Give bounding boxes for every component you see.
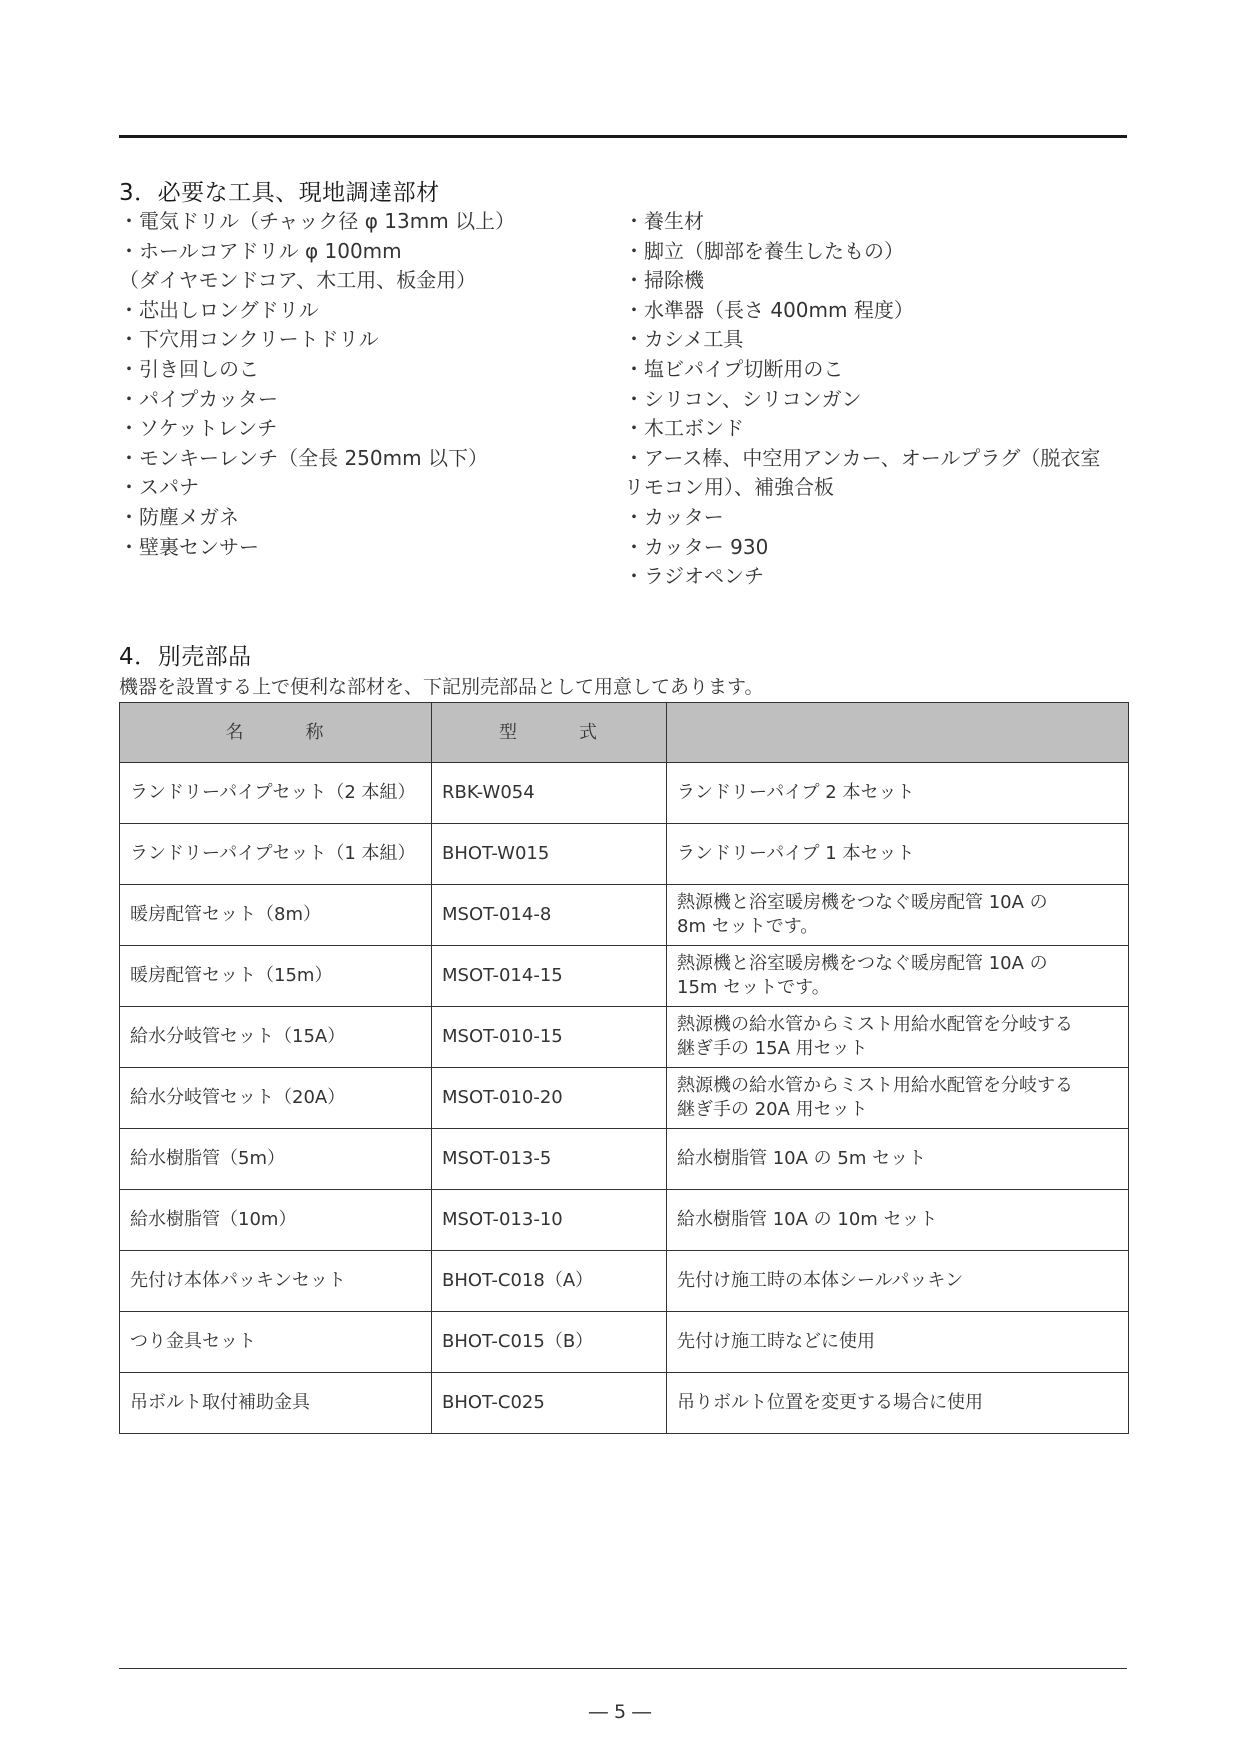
table-row <box>120 1190 1129 1251</box>
table-row <box>120 1373 1129 1434</box>
part-description <box>667 1373 1129 1434</box>
list-item: ・パイプカッター <box>119 386 278 411</box>
list-item: ・下穴用コンクリートドリル <box>119 327 379 352</box>
list-item: ・ホールコアドリル φ 100mm <box>119 238 402 263</box>
header-name: 名 称 <box>120 703 432 763</box>
description-line: 熱源機と浴室暖房機をつなぐ暖房配管 10A の <box>677 892 1048 913</box>
part-name: 暖房配管セット（8m） <box>120 885 432 946</box>
list-item: ・アース棒、中空用アンカー、オールプラグ（脱衣室 <box>624 445 1101 470</box>
description-line: 継ぎ手の 20A 用セット <box>677 1099 868 1120</box>
table-row <box>120 946 1129 1007</box>
list-item: ・養生材 <box>624 209 704 233</box>
table-row <box>120 1251 1129 1312</box>
part-description <box>667 763 1129 824</box>
list-item: ・スパナ <box>119 475 199 500</box>
part-model: MSOT-014-8 <box>432 885 667 946</box>
part-model: BHOT-C025 <box>432 1373 667 1434</box>
list-item: ・モンキーレンチ（全長 250mm 以下） <box>119 445 488 470</box>
top-rule <box>119 135 1127 138</box>
section-4-intro: 機器を設置する上で便利な部材を、下記別売部品として用意してあります。 <box>119 676 764 698</box>
part-model: RBK-W054 <box>432 763 667 824</box>
description-line: 15m セットです。 <box>677 977 830 998</box>
part-model: BHOT-W015 <box>432 824 667 885</box>
description-line: ランドリーパイプ 2 本セット <box>677 782 915 803</box>
list-item: ・芯出しロングドリル <box>119 297 319 322</box>
description-line: 吊りボルト位置を変更する場合に使用 <box>677 1392 983 1413</box>
part-description <box>667 1068 1129 1129</box>
part-model: BHOT-C018（A） <box>432 1251 667 1312</box>
description-line: ランドリーパイプ 1 本セット <box>677 843 915 864</box>
list-item: ・木工ボンド <box>624 416 744 441</box>
part-description <box>667 1129 1129 1190</box>
part-description <box>667 1312 1129 1373</box>
description-line: 8m セットです。 <box>677 916 819 937</box>
list-item: ・カシメ工具 <box>624 327 744 352</box>
part-description <box>667 946 1129 1007</box>
part-description <box>667 1251 1129 1312</box>
part-model: MSOT-014-15 <box>432 946 667 1007</box>
part-name: ランドリーパイプセット（2 本組） <box>120 763 432 824</box>
list-item: ・カッター <box>624 504 724 529</box>
list-item: ・引き回しのこ <box>119 356 259 381</box>
part-description <box>667 1007 1129 1068</box>
tools-list-left <box>119 207 589 562</box>
page-number: ― 5 ― <box>588 1701 652 1723</box>
description-line: 熱源機と浴室暖房機をつなぐ暖房配管 10A の <box>677 953 1048 974</box>
table-row <box>120 1129 1129 1190</box>
tools-list-right <box>624 207 1134 592</box>
section-4-title: 4．別売部品 <box>119 644 252 670</box>
part-name: 先付け本体パッキンセット <box>120 1251 432 1312</box>
list-item: ・水準器（長さ 400mm 程度） <box>624 297 914 322</box>
list-item: ・シリコン、シリコンガン <box>624 386 862 411</box>
list-item: ・脚立（脚部を養生したもの） <box>624 238 904 263</box>
part-description <box>667 885 1129 946</box>
part-model: MSOT-013-10 <box>432 1190 667 1251</box>
table-row <box>120 1312 1129 1373</box>
part-name: ランドリーパイプセット（1 本組） <box>120 824 432 885</box>
description-line: 先付け施工時の本体シールパッキン <box>677 1270 964 1291</box>
part-name: 給水樹脂管（5m） <box>120 1129 432 1190</box>
table-row <box>120 763 1129 824</box>
part-name: つり金具セット <box>120 1312 432 1373</box>
section-3-title: 3．必要な工具、現地調達部材 <box>119 180 440 206</box>
part-description <box>667 824 1129 885</box>
table-header-row <box>120 703 1129 763</box>
table-row <box>120 885 1129 946</box>
table-row <box>120 1068 1129 1129</box>
list-item: ・掃除機 <box>624 268 704 293</box>
part-model: MSOT-010-20 <box>432 1068 667 1129</box>
part-name: 給水樹脂管（10m） <box>120 1190 432 1251</box>
part-model: MSOT-013-5 <box>432 1129 667 1190</box>
list-item: ・塩ビパイプ切断用のこ <box>624 356 844 381</box>
list-item: ・カッター 930 <box>624 534 769 559</box>
header-description <box>667 703 1129 763</box>
header-model: 型 式 <box>432 703 667 763</box>
part-model: BHOT-C015（B） <box>432 1312 667 1373</box>
part-name: 給水分岐管セット（15A） <box>120 1007 432 1068</box>
part-name: 吊ボルト取付補助金具 <box>120 1373 432 1434</box>
list-item: ・電気ドリル（チャック径 φ 13mm 以上） <box>119 209 516 233</box>
list-item: ・ラジオペンチ <box>624 564 764 589</box>
part-name: 暖房配管セット（15m） <box>120 946 432 1007</box>
list-item: ・壁裏センサー <box>119 534 259 559</box>
list-item: ・ソケットレンチ <box>119 416 278 441</box>
part-model: MSOT-010-15 <box>432 1007 667 1068</box>
description-line: 熱源機の給水管からミスト用給水配管を分岐する <box>677 1075 1073 1096</box>
optional-parts-table <box>119 702 1129 1434</box>
description-line: 先付け施工時などに使用 <box>677 1331 875 1352</box>
table-row <box>120 1007 1129 1068</box>
list-item: リモコン用）、補強合板 <box>624 475 834 500</box>
description-line: 給水樹脂管 10A の 10m セット <box>677 1209 938 1230</box>
list-item: （ダイヤモンドコア、木工用、板金用） <box>119 268 477 293</box>
description-line: 継ぎ手の 15A 用セット <box>677 1038 868 1059</box>
description-line: 給水樹脂管 10A の 5m セット <box>677 1148 927 1169</box>
list-item: ・防塵メガネ <box>119 504 239 529</box>
bottom-rule <box>119 1668 1127 1669</box>
table-row <box>120 824 1129 885</box>
part-name: 給水分岐管セット（20A） <box>120 1068 432 1129</box>
description-line: 熱源機の給水管からミスト用給水配管を分岐する <box>677 1014 1073 1035</box>
table-body <box>120 763 1129 1434</box>
part-description <box>667 1190 1129 1251</box>
